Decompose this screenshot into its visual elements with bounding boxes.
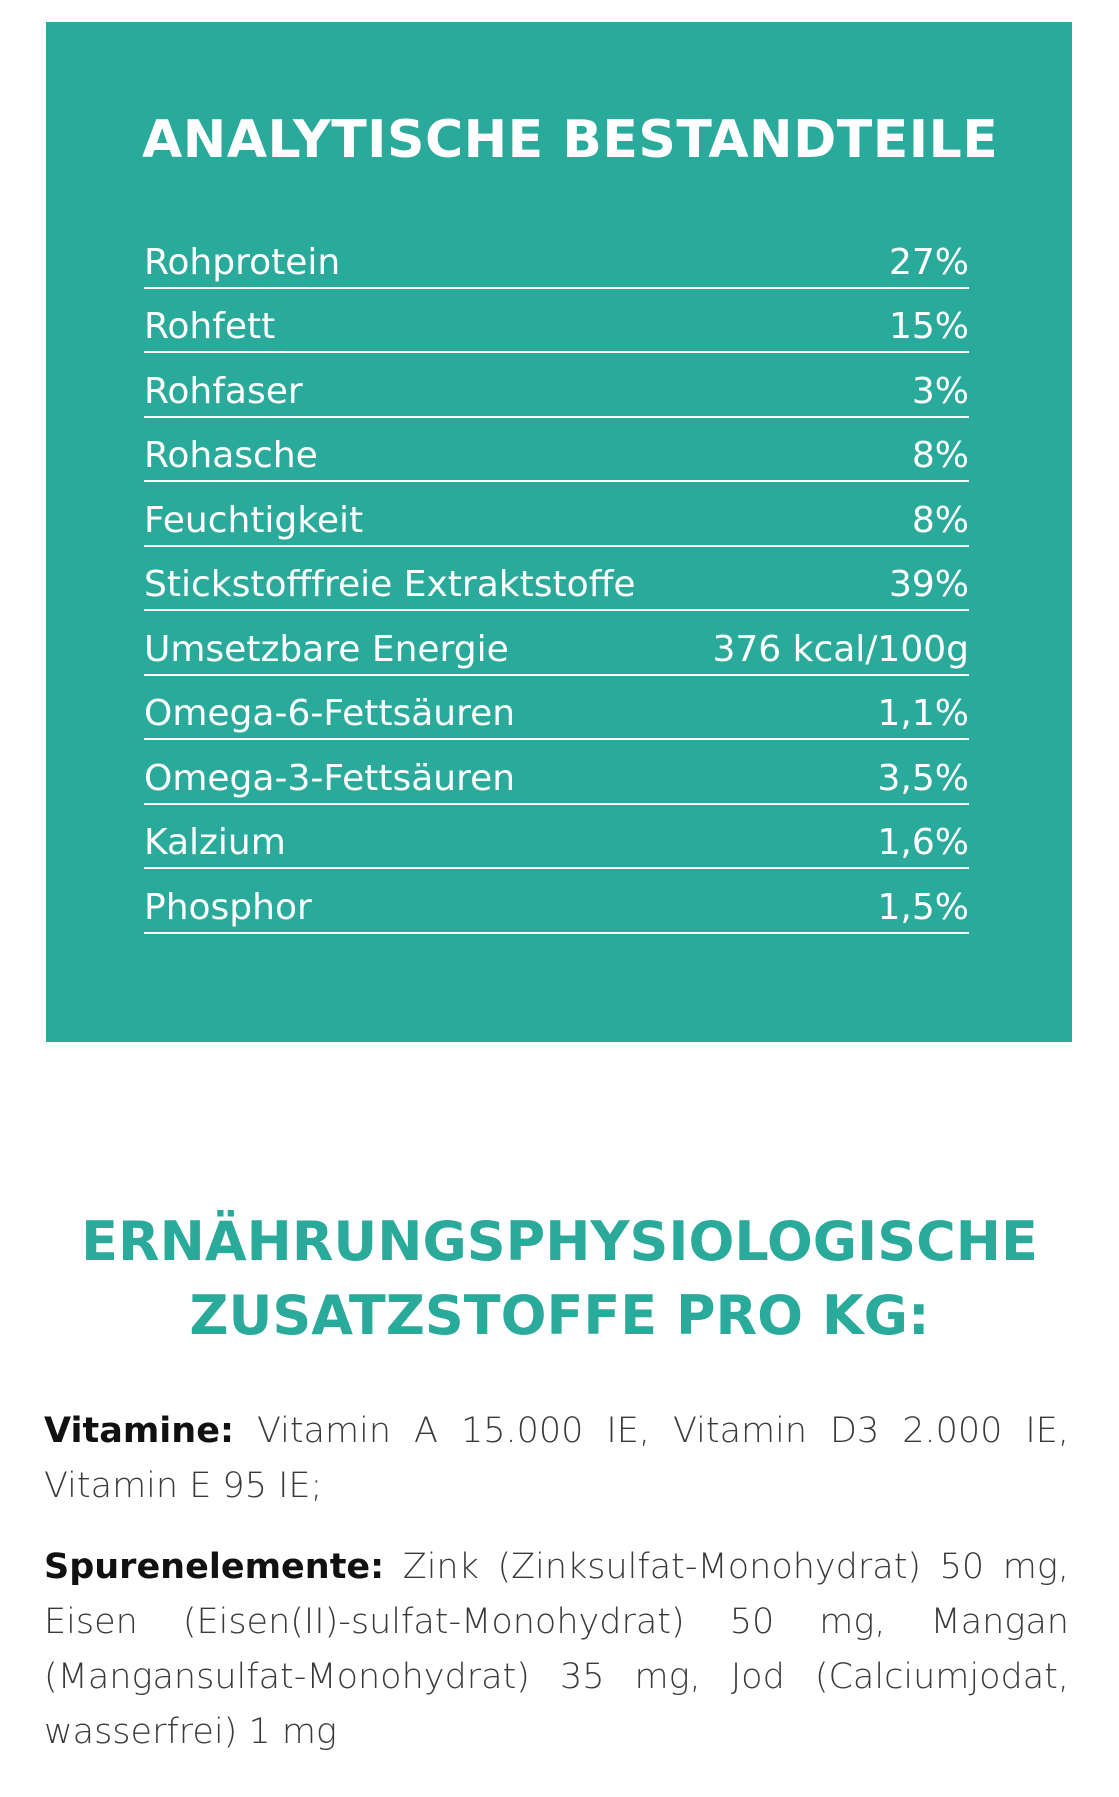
row-label: Feuchtigkeit <box>144 499 364 541</box>
table-row <box>144 611 969 676</box>
additives-title-line2: ZUSATZSTOFFE PRO KG: <box>189 1284 930 1347</box>
vitamine-paragraph <box>44 1404 1069 1514</box>
row-value: 27% <box>888 241 969 283</box>
row-value: 1,6% <box>877 822 969 863</box>
row-label: Kalzium <box>144 822 286 863</box>
table-row <box>144 547 969 612</box>
table-row <box>144 224 969 289</box>
row-value: 3,5% <box>877 757 969 799</box>
row-label: Rohfaser <box>144 370 303 412</box>
spurenelemente-text: Zink (Zinksulfat-Monohydrat) 50 mg, Eisen (Eisen(II)-sulfat-Monohydrat) 50 mg, Mangan (Mangansulfat-Monohydrat) 35 mg, Jod (Calciumjodat, wasserfrei) 1 mg <box>44 1547 1069 1752</box>
table-row <box>144 740 969 805</box>
table-row <box>144 353 969 418</box>
row-label: Rohfett <box>144 306 276 347</box>
spurenelemente-paragraph <box>44 1540 1069 1760</box>
row-label: Phosphor <box>144 886 312 928</box>
row-value: 3% <box>911 370 969 412</box>
row-value: 376 kcal/100g <box>712 628 969 670</box>
row-label: Umsetzbare Energie <box>144 628 509 670</box>
row-value: 1,5% <box>877 886 969 928</box>
vitamine-label: Vitamine: <box>44 1411 234 1451</box>
row-value: 1,1% <box>877 693 969 734</box>
analysis-title: ANALYTISCHE BESTANDTEILE <box>142 110 999 170</box>
row-value: 8% <box>911 499 969 541</box>
row-label: Rohasche <box>144 435 318 476</box>
row-value: 8% <box>911 435 969 476</box>
analysis-panel <box>46 22 1072 1042</box>
row-value: 15% <box>888 306 969 347</box>
spurenelemente-label: Spurenelemente: <box>44 1547 385 1587</box>
table-row <box>144 869 969 934</box>
table-row <box>144 676 969 741</box>
analysis-table <box>144 224 969 934</box>
row-value: 39% <box>888 564 969 605</box>
row-label: Omega-6-Fettsäuren <box>144 693 516 734</box>
table-row <box>144 289 969 354</box>
additives-title-line1: ERNÄHRUNGSPHYSIOLOGISCHE <box>81 1210 1038 1273</box>
row-label: Rohprotein <box>144 241 341 283</box>
additives-title <box>0 1205 1119 1353</box>
table-row <box>144 805 969 870</box>
row-label: Omega-3-Fettsäuren <box>144 757 516 799</box>
vitamine-text: Vitamin A 15.000 IE, Vitamin D3 2.000 IE, Vitamin E 95 IE; <box>44 1411 1069 1506</box>
table-row <box>144 482 969 547</box>
row-label: Stickstofffreie Extraktstoffe <box>144 564 636 605</box>
table-row <box>144 418 969 483</box>
